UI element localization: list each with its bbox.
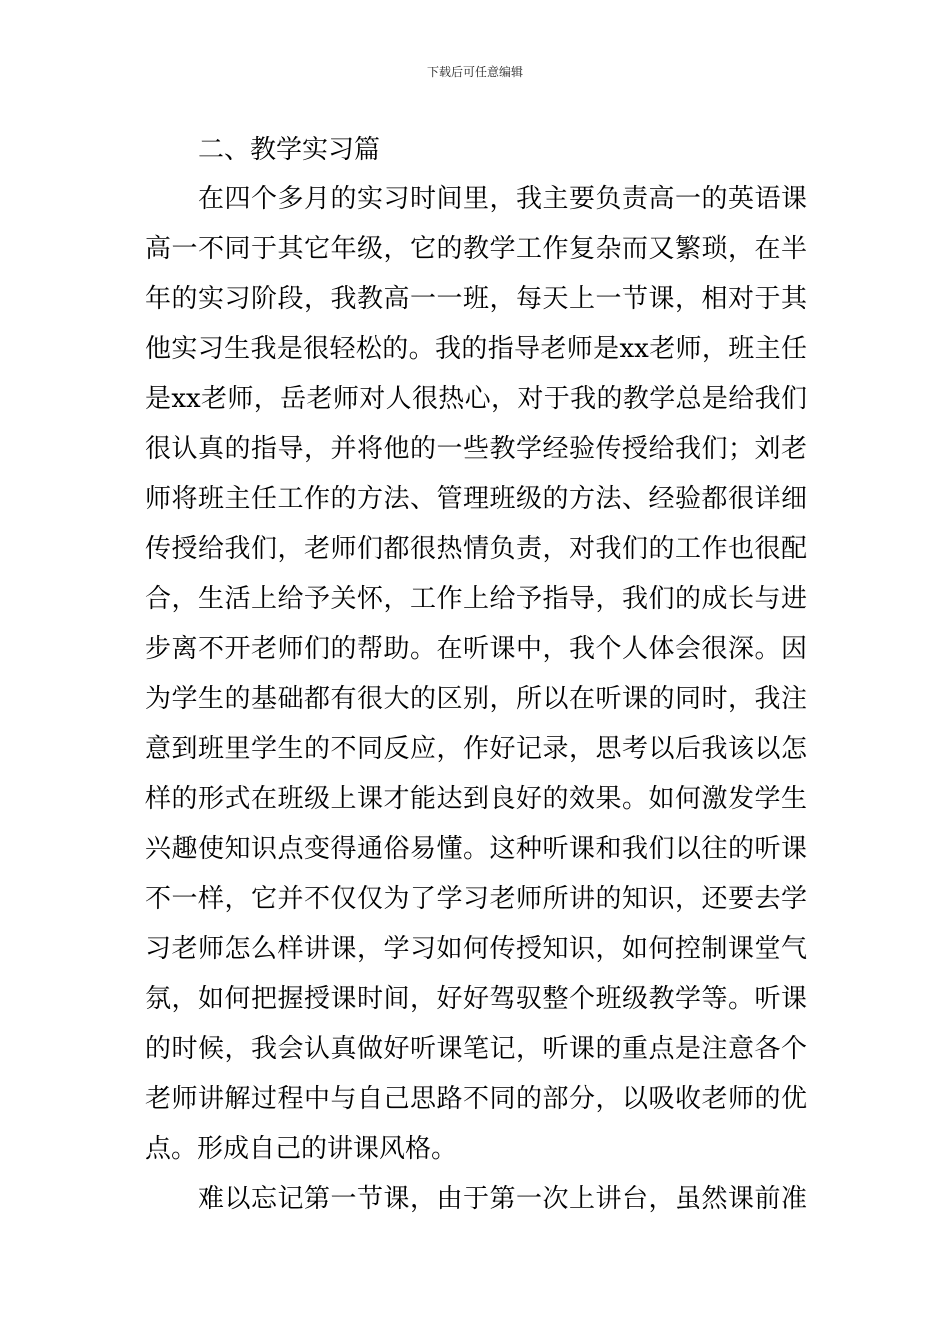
paragraph-line: 老师讲解过程中与自己思路不同的部分，以吸收老师的优 bbox=[145, 1084, 807, 1114]
paragraph-line: 在四个多月的实习时间里，我主要负责高一的英语课 bbox=[198, 184, 807, 214]
paragraph-line: 兴趣使知识点变得通俗易懂。这种听课和我们以往的听课 bbox=[145, 834, 807, 864]
paragraph-line: 样的形式在班级上课才能达到良好的效果。如何激发学生 bbox=[145, 784, 807, 814]
paragraph-line: 步离不开老师们的帮助。在听课中，我个人体会很深。因 bbox=[145, 634, 807, 664]
paragraph-line: 年的实习阶段，我教高一一班，每天上一节课，相对于其 bbox=[145, 284, 807, 314]
paragraph-line: 为学生的基础都有很大的区别，所以在听课的同时，我注 bbox=[145, 684, 807, 714]
paragraph-line: 高一不同于其它年级，它的教学工作复杂而又繁琐，在半 bbox=[145, 234, 807, 264]
paragraph-line: 的时候，我会认真做好听课笔记，听课的重点是注意各个 bbox=[145, 1034, 807, 1064]
paragraph-line: 难以忘记第一节课，由于第一次上讲台，虽然课前准 bbox=[198, 1184, 807, 1214]
paragraph-line: 他实习生我是很轻松的。我的指导老师是xx老师，班主任 bbox=[145, 334, 807, 364]
paragraph-line: 不一样，它并不仅仅为了学习老师所讲的知识，还要去学 bbox=[145, 884, 807, 914]
header-note: 下载后可任意编辑 bbox=[426, 65, 523, 79]
section-heading: 二、教学实习篇 bbox=[198, 135, 381, 165]
paragraph-line: 点。形成自己的讲课风格。 bbox=[145, 1134, 458, 1164]
paragraph-line: 合，生活上给予关怀，工作上给予指导，我们的成长与进 bbox=[145, 584, 807, 614]
paragraph-line: 氛，如何把握授课时间，好好驾驭整个班级教学等。听课 bbox=[145, 984, 807, 1014]
paragraph-line: 很认真的指导，并将他的一些教学经验传授给我们；刘老 bbox=[145, 434, 807, 464]
paragraph-line: 习老师怎么样讲课，学习如何传授知识，如何控制课堂气 bbox=[145, 934, 807, 964]
paragraph-line: 师将班主任工作的方法、管理班级的方法、经验都很详细 bbox=[145, 484, 807, 514]
paragraph-line: 是xx老师，岳老师对人很热心，对于我的教学总是给我们 bbox=[145, 384, 807, 414]
paragraph-line: 传授给我们，老师们都很热情负责，对我们的工作也很配 bbox=[145, 534, 807, 564]
paragraph-line: 意到班里学生的不同反应，作好记录，思考以后我该以怎 bbox=[145, 734, 807, 764]
